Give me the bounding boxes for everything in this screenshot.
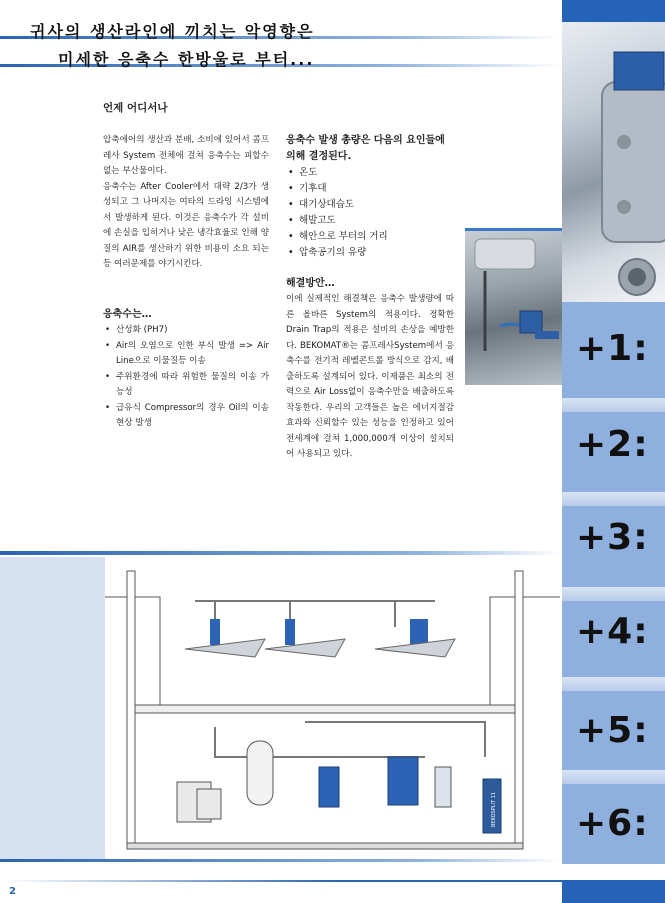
sidebar-divider	[562, 587, 665, 601]
page-headline	[30, 18, 315, 74]
sidebar-divider	[562, 398, 665, 412]
section-title-solution: 해결방안…	[286, 278, 335, 289]
band-rule-top	[0, 551, 560, 555]
system-drawing	[105, 557, 560, 859]
drain-trap-photo	[465, 228, 562, 385]
section-title-factors: 응축수 발생 총량은 다음의 요인들에 의해 결정된다.	[286, 135, 445, 162]
list-item: • 급유식 Compressor의 경우 Oil의 이송현상 발생	[103, 401, 269, 432]
list-item: • 기후대	[286, 181, 454, 197]
band-rule-bottom	[0, 859, 560, 862]
list-item: • 주위환경에 따라 위험한 물질의 이송 가능성	[103, 370, 269, 401]
compressed-air-system-illustration	[105, 557, 560, 859]
solution-paragraph: 이에 실제적인 해결책은 응축수 발생량에 따른 올바른 System의 적용이다. 정확한 Drain Trap의 적용은 설비의 손상을 예방한다. BEKOMAT®는 콤프레사System에서 응축수를 전기적 레벨콘트롤 방식으로 감지, 배출하도록 설계되어 있다. 이제품은 최소의 전력으로 Air Loss없이 응축수만을 배출하도록 작동한다. 우리의 고객들은 높은 에너지절감 효과와 신뢰할수 있는 성능을 인정하고 있어 전세계에 걸쳐 1,000,000개 이상이 설치되어 사용되고 있다.	[286, 294, 454, 459]
condensate-list	[103, 323, 269, 432]
valve-photo-drawing	[562, 22, 665, 302]
plus-item-4: +4:	[576, 611, 649, 652]
list-item: • 압축공기의 유량	[286, 245, 454, 261]
plus-item-5: +5:	[576, 710, 649, 751]
section-title-everywhere: 언제 어디서나	[103, 102, 168, 114]
band-left-panel	[0, 557, 105, 862]
list-item: • 온도	[286, 165, 454, 181]
list-item: • Air의 오염으로 인한 부식 발생 => Air Line으로 이물질등 이송	[103, 339, 269, 370]
device-label: BEKOSPLIT 11	[491, 792, 497, 827]
list-item: • 산성화 (PH7)	[103, 323, 269, 339]
sidebar-top-bar	[562, 0, 665, 22]
sidebar-divider	[562, 677, 665, 691]
sidebar-bottom-bar	[562, 880, 665, 903]
paragraph: 응축수는 After Cooler에서 대략 2/3가 생성되고 그 나머지는 여타의 드라잉 시스템에서 발생하게 된다. 이것은 응축수가 각 설비에 손실을 입히거나 낮은 냉각효율로 인해 양질의 AIR를 생산하기 위한 비용이 소요 되는등 여러문제를 야기시킨다.	[103, 181, 269, 269]
footer-rule	[0, 880, 562, 882]
list-item: • 해안으로 부터의 거리	[286, 229, 454, 245]
paragraph: 압축에어의 생산과 분배, 소비에 있어서 콤프레사 System 전체에 걸쳐 응축수는 피할수 없는 부산물이다.	[103, 135, 269, 176]
sidebar-divider	[562, 770, 665, 784]
section-everywhere-body	[103, 133, 269, 273]
drain-trap-drawing	[465, 231, 562, 382]
sidebar-list	[562, 302, 665, 864]
headline-line-1: 귀사의 생산라인에 끼치는 악영향은	[30, 22, 315, 41]
sidebar-divider	[562, 492, 665, 506]
plus-item-3: +3:	[576, 517, 649, 558]
factors-list	[286, 165, 454, 261]
plus-item-2: +2:	[576, 424, 649, 465]
plus-item-1: +1:	[576, 328, 649, 369]
page-number: 2	[9, 886, 16, 897]
list-item: • 대기상대습도	[286, 197, 454, 213]
list-item: • 해발고도	[286, 213, 454, 229]
headline-line-2: 미세한 응축수 한방울로 부터...	[58, 50, 315, 69]
valve-photo	[562, 22, 665, 302]
plus-item-6: +6:	[576, 803, 649, 844]
section-title-condensate: 응축수는…	[103, 309, 152, 320]
